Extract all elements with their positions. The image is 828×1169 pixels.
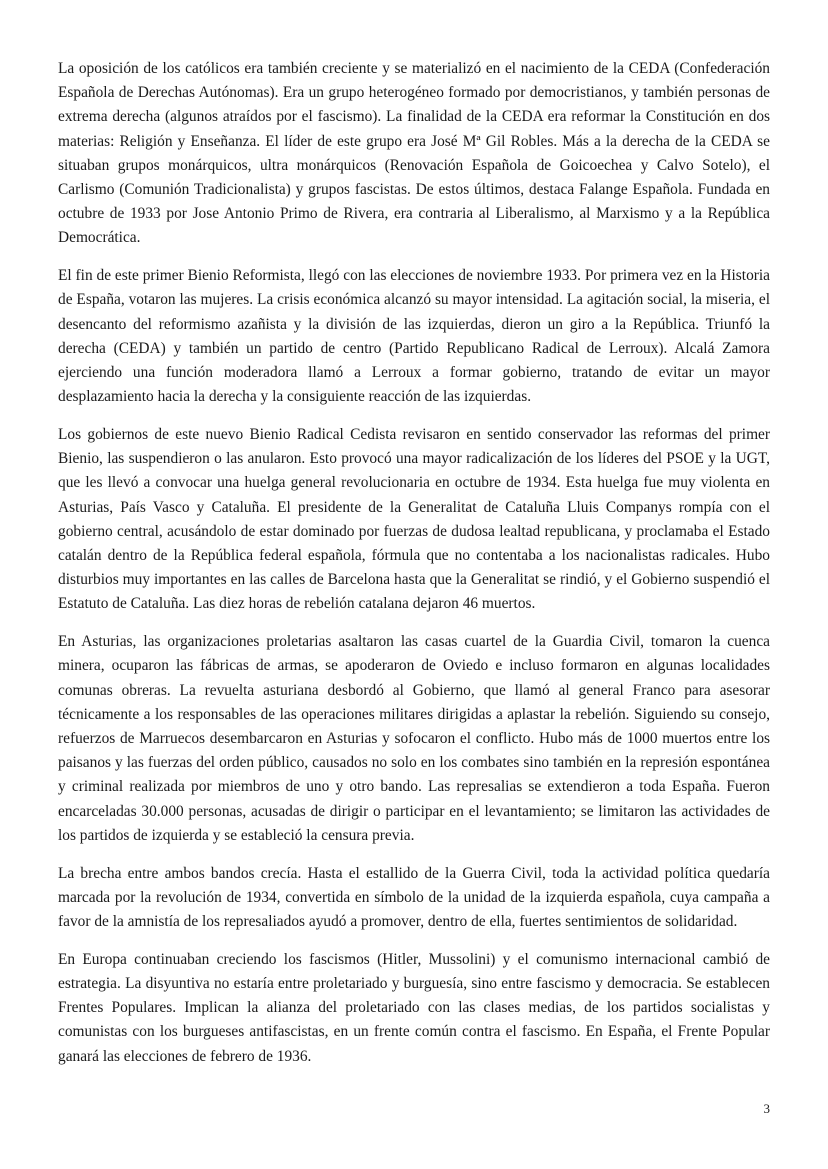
paragraph-bienio-reformista-end: El fin de este primer Bienio Reformista, llegó con las elecciones de noviembre 1933. Por primera vez en la Historia de España, votaron las mujeres. La crisis económica alcanzó su mayor intensidad. La agitación social, la miseria, el desencanto del reformismo azañista y la división de las izquierdas, dieron un giro a la República. Triunfó la derecha (CEDA) y también un partido de centro (Partido Republicano Radical de Lerroux). Alcalá Zamora ejerciendo una función moderadora llamó a Lerroux a formar gobierno, tratando de evitar un mayor desplazamiento hacia la derecha y la consiguiente reacción de las izquierdas. (58, 267, 770, 406)
paragraph-brecha: La brecha entre ambos bandos crecía. Hasta el estallido de la Guerra Civil, toda la actividad política quedaría marcada por la revolución de 1934, convertida en símbolo de la unidad de la izquierda española, cuya campaña a favor de la amnistía de los represaliados ayudó a promover, dentro de ella, fuertes sentimientos de solidaridad. (58, 864, 770, 931)
paragraph-europa: En Europa continuaban creciendo los fascismos (Hitler, Mussolini) y el comunismo internacional cambió de estrategia. La disyuntiva no estaría entre proletariado y burguesía, sino entre fascismo y democracia. Se establecen Frentes Populares. Implican la alianza del proletariado con las clases medias, de los partidos socialistas y comunistas con los burgueses antifascistas, en un frente común contra el fascismo. En España, el Frente Popular ganará las elecciones de febrero de 1936. (58, 950, 770, 1065)
paragraph-bienio-radical-cedista: Los gobiernos de este nuevo Bienio Radical Cedista revisaron en sentido conservador las reformas del primer Bienio, las suspendieron o las anularon. Esto provocó una mayor radicalización de los líderes del PSOE y la UGT, que les llevó a convocar una huelga general revolucionaria en octubre de 1934. Esta huelga fue muy violenta en Asturias, País Vasco y Cataluña. El presidente de la Generalitat de Cataluña Lluis Companys rompía con el gobierno central, acusándolo de estar dominado por fuerzas de dudosa lealtad republicana, y proclamaba el Estado catalán dentro de la República federal española, fórmula que no contentaba a los nacionalistas radicales. Hubo disturbios muy importantes en las calles de Barcelona hasta que la Generalitat se rindió, y el Gobierno suspendió el Estatuto de Cataluña. Las diez horas de rebelión catalana dejaron 46 muertos. (58, 426, 770, 613)
paragraph-asturias: En Asturias, las organizaciones proletarias asaltaron las casas cuartel de la Guardia Civil, tomaron la cuenca minera, ocuparon las fábricas de armas, se apoderaron de Oviedo e incluso formaron en algunas localidades comunas obreras. La revuelta asturiana desbordó al Gobierno, que llamó al general Franco para asesorar técnicamente a los responsables de las operaciones militares dirigidas a aplastar la rebelión. Siguiendo su consejo, refuerzos de Marruecos desembarcaron en Asturias y sofocaron el conflicto. Hubo más de 1000 muertos entre los paisanos y las fuerzas del orden público, causados no solo en los combates sino también en la represión espontánea y criminal realizada por miembros de uno y otro bando. Las represalias se extendieron a toda España. Fueron encarceladas 30.000 personas, acusadas de dirigir o participar en el levantamiento; se limitaron las actividades de los partidos de izquierda y se estableció la censura previa. (58, 633, 770, 844)
page-number: 3 (763, 1101, 770, 1116)
document-body (58, 57, 770, 1082)
paragraph-ceda: La oposición de los católicos era también creciente y se materializó en el nacimiento de la CEDA (Confederación Española de Derechas Autónomas). Era un grupo heterogéneo formado por democristianos, y también personas de extrema derecha (algunos atraídos por el fascismo). La finalidad de la CEDA era reformar la Constitución en dos materias: Religión y Enseñanza. El líder de este grupo era José Mª Gil Robles. Más a la derecha de la CEDA se situaban grupos monárquicos, ultra monárquicos (Renovación Española de Goicoechea y Calvo Sotelo), el Carlismo (Comunión Tradicionalista) y grupos fascistas. De estos últimos, destaca Falange Española. Fundada en octubre de 1933 por Jose Antonio Primo de Rivera, era contraria al Liberalismo, al Marxismo y a la República Democrática. (58, 60, 770, 247)
